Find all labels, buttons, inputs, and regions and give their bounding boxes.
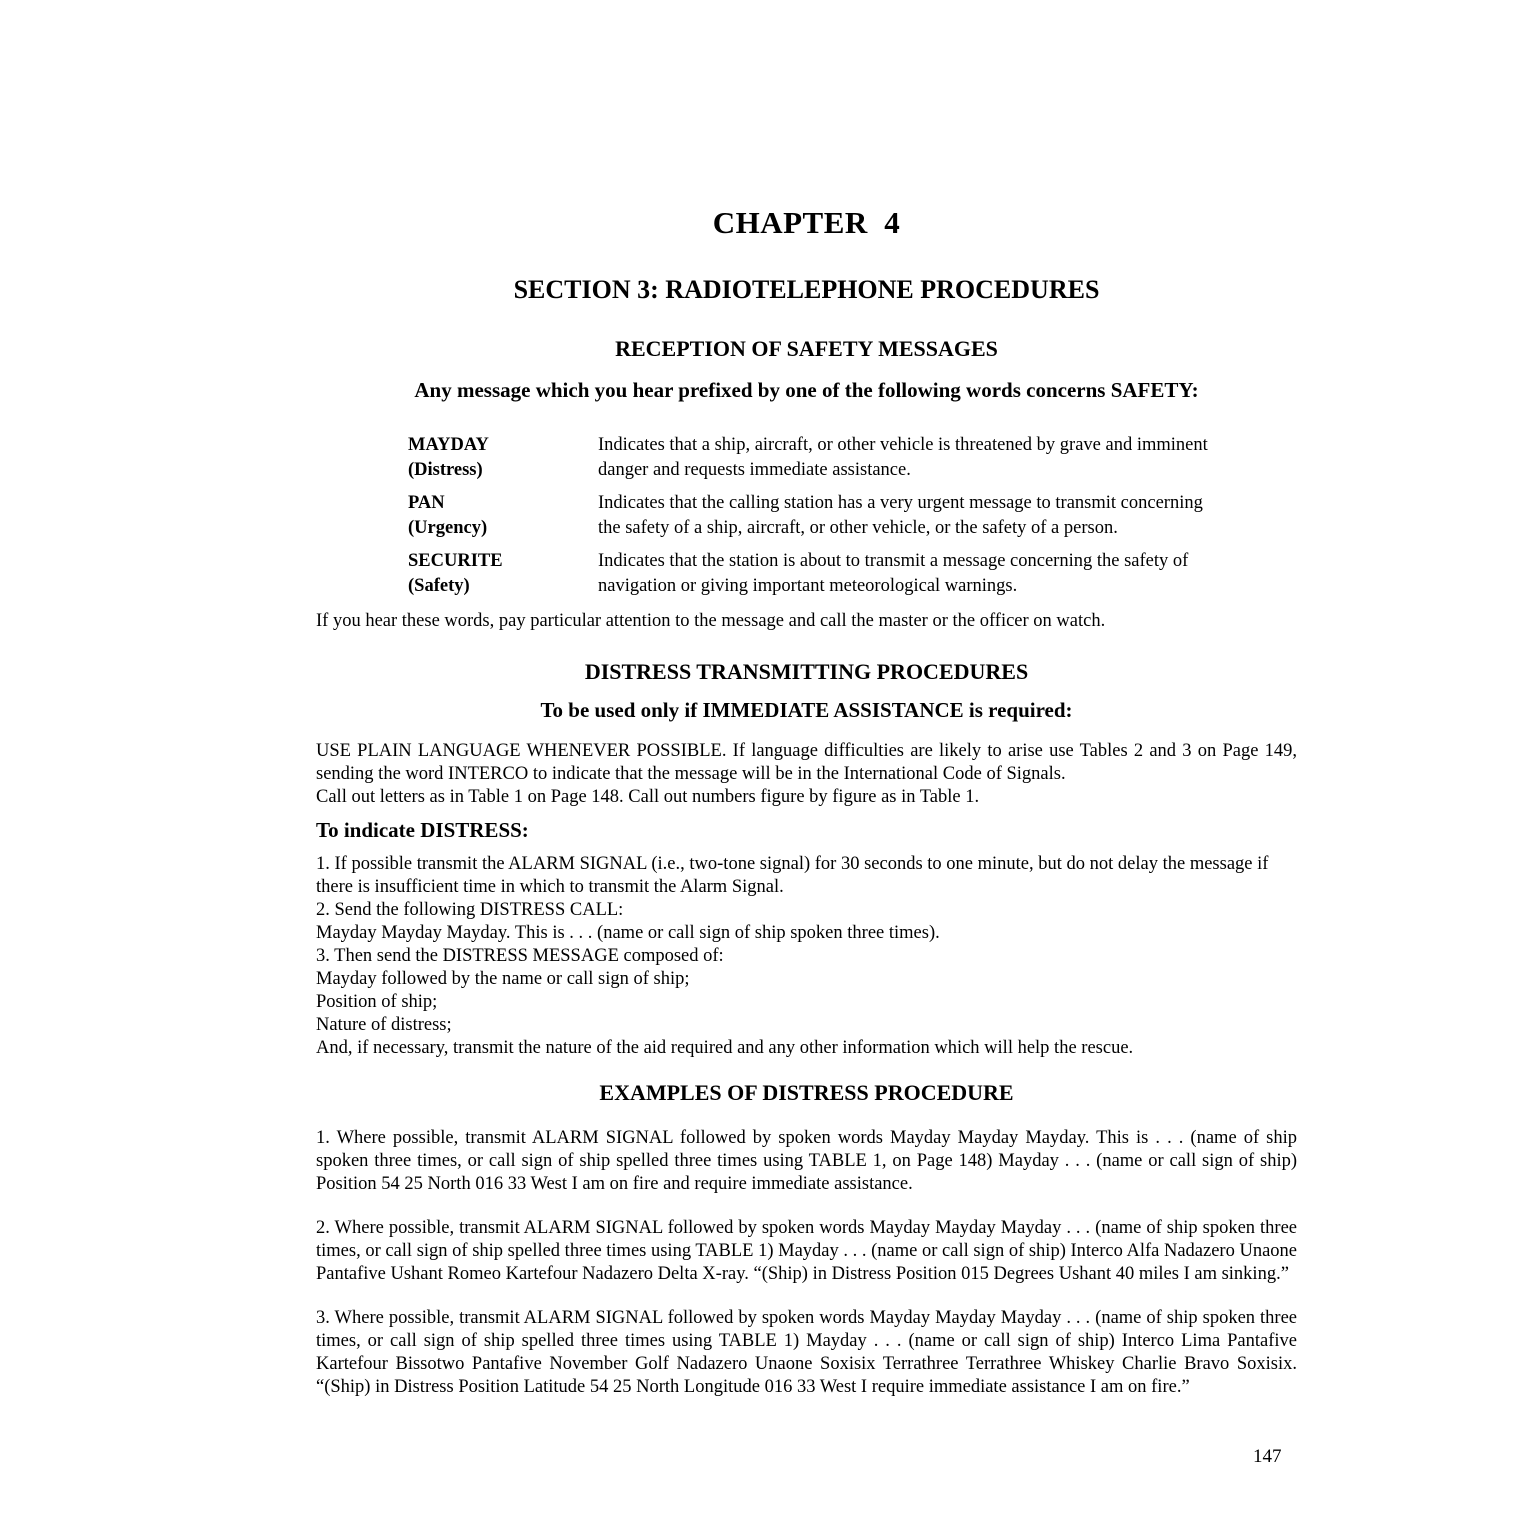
section-title: SECTION 3: RADIOTELEPHONE PROCEDURES — [513, 275, 1100, 304]
safety-word-category: (Distress) — [408, 459, 483, 480]
distress-step: Mayday Mayday Mayday. This is . . . (name or call sign of ship spoken three times). — [316, 923, 940, 943]
indicate-distress-heading: To indicate DISTRESS: — [316, 818, 529, 842]
distress-example-2: 2. Where possible, transmit ALARM SIGNAL followed by spoken words Mayday Mayday Mayday . . . (name of ship spoken three times, or call sign of ship spelled three times using TABLE 1) Mayday . . . (name or call sign of ship) Interco Alfa Nadazero Unaone Pantafive Ushant Romeo Kartefour Nadazero Delta X-ray. “(Ship) in Distress Position 015 Degrees Ushant 40 miles I am sinking.” — [316, 1218, 1297, 1284]
distress-step: 2. Send the following DISTRESS CALL: — [316, 900, 624, 920]
safety-word-category: (Safety) — [408, 575, 470, 596]
distress-steps — [316, 853, 1297, 1060]
safety-word-term — [408, 491, 598, 540]
distress-step: And, if necessary, transmit the nature of the aid required and any other information which will help the rescue. — [316, 1038, 1134, 1058]
distress-example-1: 1. Where possible, transmit ALARM SIGNAL followed by spoken words Mayday Mayday Mayday. This is . . . (name of ship spoken three times, or call sign of ship spelled three times using TABLE 1, on Page 148) Mayday . . . (name or call sign of ship) Position 54 25 North 016 33 West I am on fire and require immediate assistance. — [316, 1128, 1297, 1194]
call-out-sentence: Call out letters as in Table 1 on Page 148. Call out numbers figure by figure as in Table 1. — [316, 787, 980, 807]
safety-word-row-securite — [408, 549, 1297, 598]
examples-heading: EXAMPLES OF DISTRESS PROCEDURE — [599, 1080, 1014, 1105]
safety-word-definition: Indicates that a ship, aircraft, or other vehicle is threatened by grave and imminent danger and requests immediate assistance. — [598, 435, 1208, 480]
safety-word-term — [408, 433, 598, 482]
safety-intro-line: Any message which you hear prefixed by one of the following words concerns SAFETY: — [414, 378, 1199, 402]
immediate-assistance-note: To be used only if IMMEDIATE ASSISTANCE is required: — [540, 698, 1073, 722]
distress-step: 3. Then send the DISTRESS MESSAGE composed of: — [316, 946, 724, 966]
safety-word-term — [408, 549, 598, 598]
safety-words-table — [316, 433, 1297, 598]
distress-step: Position of ship; — [316, 992, 438, 1012]
safety-word-definition: Indicates that the station is about to transmit a message concerning the safety of navigation or giving important meteorological warnings. — [598, 551, 1189, 596]
distress-example-3: 3. Where possible, transmit ALARM SIGNAL followed by spoken words Mayday Mayday Mayday . . . (name of ship spoken three times, or call sign of ship spelled three times using TABLE 1) Mayday . . . (name or call sign of ship) Interco Lima Pantafive Kartefour Bissotwo Pantafive November Golf Nadazero Unaone Soxisix Terrathree Terrathree Whiskey Charlie Bravo Soxisix. “(Ship) in Distress Position Latitude 54 25 North Longitude 016 33 West I require immediate assistance I am on fire.” — [316, 1308, 1297, 1397]
safety-word-category: (Urgency) — [408, 517, 488, 538]
safety-word-name: SECURITE — [408, 551, 503, 571]
safety-word-definition: Indicates that the calling station has a very urgent message to transmit concerning the safety of a ship, aircraft, or other vehicle, or the safety of a person. — [598, 493, 1203, 538]
page-content — [316, 205, 1297, 1399]
watch-note: If you hear these words, pay particular attention to the message and call the master or the officer on watch. — [316, 611, 1106, 631]
plain-language-note — [316, 740, 1297, 809]
safety-word-row-mayday — [408, 433, 1297, 482]
reception-heading: RECEPTION OF SAFETY MESSAGES — [615, 336, 998, 361]
chapter-title: CHAPTER 4 — [712, 205, 901, 240]
page-number: 147 — [1253, 1446, 1282, 1467]
plain-language-sentence: USE PLAIN LANGUAGE WHENEVER POSSIBLE. If language difficulties are likely to arise use Tables 2 and 3 on Page 149, sending the word INTERCO to indicate that the message will be in the International Code of Signals. — [316, 741, 1297, 784]
safety-word-name: PAN — [408, 493, 445, 513]
distress-step: Nature of distress; — [316, 1015, 452, 1035]
safety-word-row-pan — [408, 491, 1297, 540]
distress-step: 1. If possible transmit the ALARM SIGNAL (i.e., two-tone signal) for 30 seconds to one minute, but do not delay the message if there is insufficient time in which to transmit the Alarm Signal. — [316, 854, 1269, 897]
safety-word-name: MAYDAY — [408, 435, 489, 455]
distress-procedures-heading: DISTRESS TRANSMITTING PROCEDURES — [584, 659, 1029, 684]
distress-step: Mayday followed by the name or call sign of ship; — [316, 969, 690, 989]
